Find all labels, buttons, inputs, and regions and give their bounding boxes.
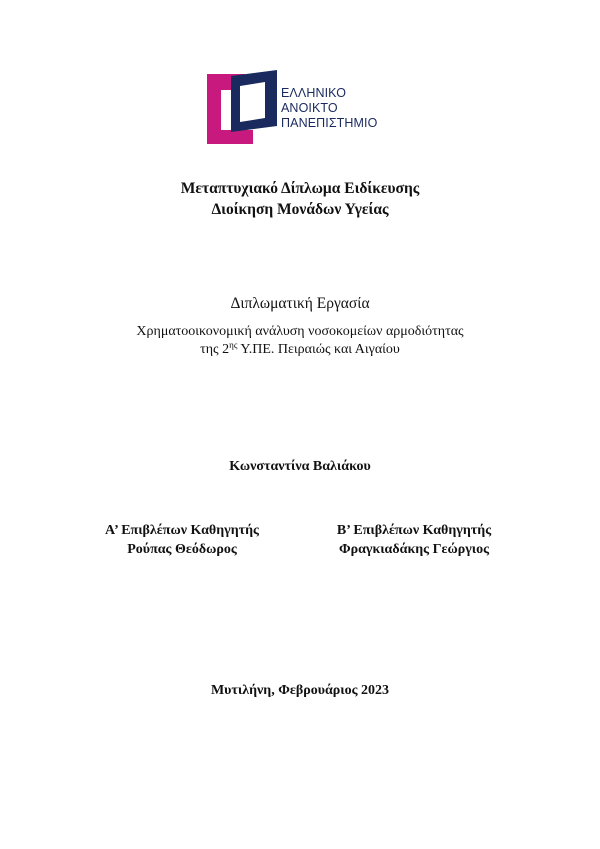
second-supervisor-name: Φραγκιαδάκης Γεώργιος (338, 542, 489, 557)
place-and-date: Μυτιλήνη, Φεβρουάριος 2023 (210, 683, 390, 698)
logo-wordmark (281, 86, 377, 131)
first-supervisor (90, 521, 274, 559)
university-logo (207, 70, 397, 144)
thesis-title-line-2-prefix: της 2 (200, 342, 230, 357)
thesis-title-line-2-suffix: Υ.ΠΕ. Πειραιώς και Αιγαίου (237, 342, 400, 357)
degree-title: Μεταπτυχιακό Δίπλωμα Ειδίκευσης (180, 180, 420, 197)
thesis-title-line-2 (0, 341, 600, 359)
university-logo-icon (207, 70, 277, 144)
thesis-title (0, 323, 600, 359)
logo-text-line-1: ΕΛΛΗΝΙΚΟ (281, 86, 347, 100)
logo-text-line-2: ΑΝΟΙΚΤΟ (281, 101, 338, 115)
second-supervisor-role: Β’ Επιβλέπων Καθηγητής (336, 523, 492, 538)
first-supervisor-name: Ρούπας Θεόδωρος (127, 542, 237, 557)
thesis-label: Διπλωματική Εργασία (230, 295, 370, 312)
logo-text-line-3: ΠΑΝΕΠΙΣΤΗΜΙΟ (281, 116, 378, 130)
degree-specialization: Διοίκηση Μονάδων Υγείας (211, 201, 389, 218)
first-supervisor-role: Α’ Επιβλέπων Καθηγητής (105, 523, 259, 538)
author-name: Κωνσταντίνα Βαλιάκου (229, 459, 371, 474)
thesis-title-ordinal-suffix: ης (229, 340, 238, 350)
degree-program (0, 178, 600, 220)
second-supervisor (322, 521, 506, 559)
thesis-title-line-1: Χρηματοοικονομική ανάλυση νοσοκομείων αρμοδιότητας (136, 324, 464, 339)
